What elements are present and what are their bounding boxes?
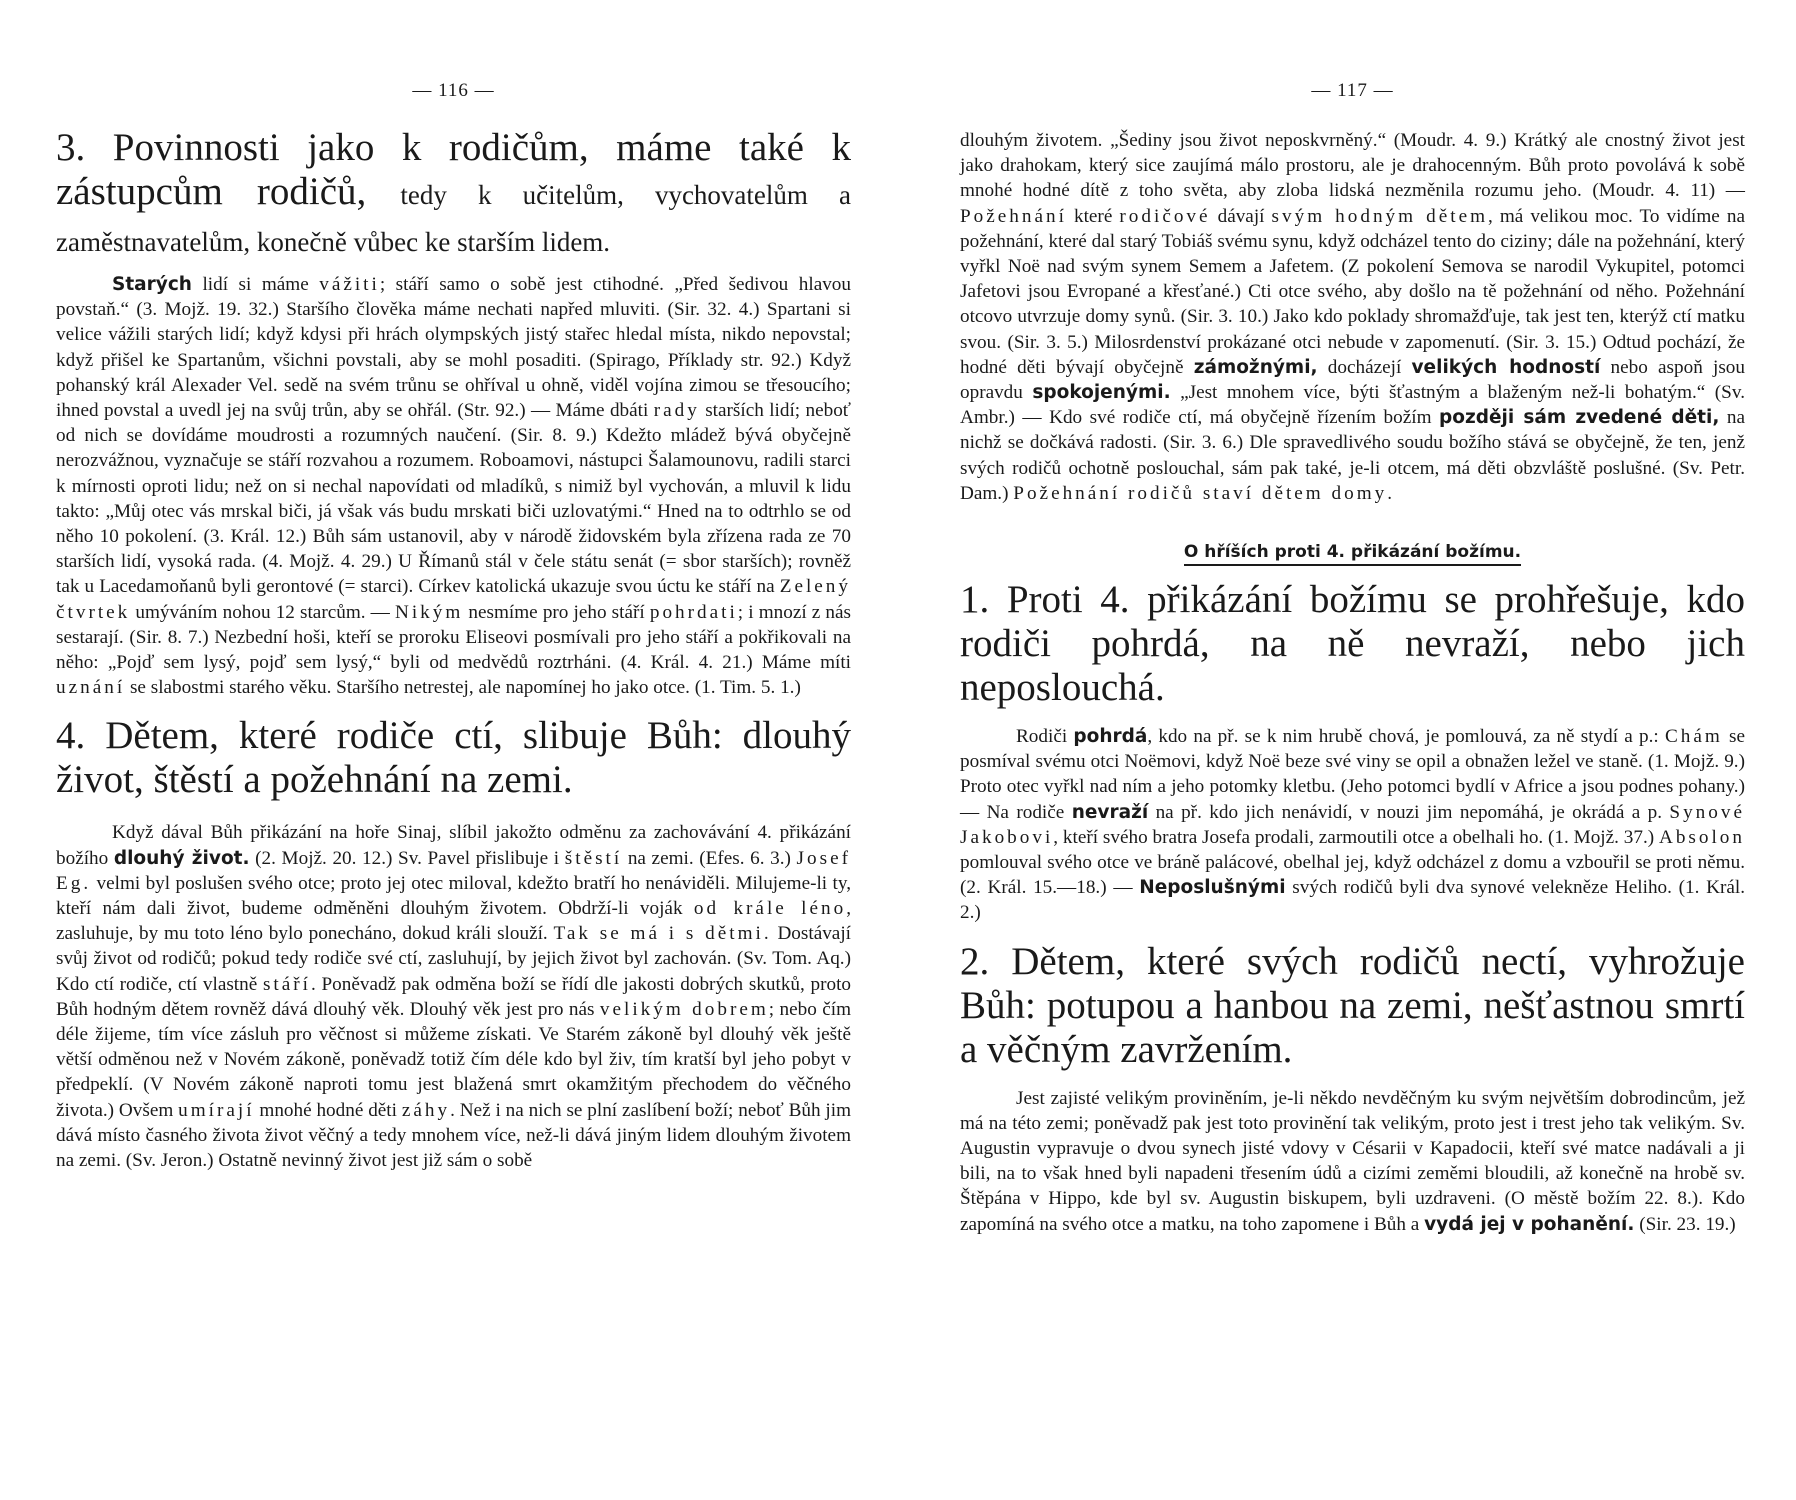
page-number: — 116 —: [412, 80, 495, 101]
text: starších lidí; neboť od nich se dovídáme moudrosti a rozumných naučení. (Sir. 8. 9.) Kdežto mládež bývá obyčejně nerozvážnou, vyznačuje se stáří rozvahou a rozumem. Roboamovi, nástupci Šalamounovu, radili starci k mírnosti oproti lidu; než on si nechal napovídati od mladíků, s nimiž byl vychován, a mluvil k lidu takto: „Můj otec vás mrskal biči, já však vás budu mrskati biči uzlovatými.“ Hned na to odtrhlo se od něho 10 pokolení. (3. Král. 12.) Bůh sám ustanovil, aby v národě židovském byla zřízena rada ze 70 starších lidí, vysoká rada. (4. Mojž. 4. 29.) U Římanů stál v čele státu senát (= sbor starších); rovněž tak u Lacedamoňanů byli gerontové (= starci). Církev katolická ukazuje svou úctu ke stáří na: [56, 400, 851, 598]
text: . Než i na nich se plní zaslíbení boží; neboť Bůh jim dává místo časného života život věčný a tedy mnohem více, než-li dává jiným lidem dlouhým životem na zemi. (Sv. Jeron.) Ostatně nevinný život jest již sám o sobě: [56, 1099, 851, 1172]
text: docházejí: [1317, 356, 1412, 378]
bold-term: Starých: [112, 274, 192, 295]
text: svých rodičů byli dva synové velekněze Heliho. (1. Král. 2.): [960, 877, 1745, 924]
text: .: [1387, 482, 1393, 504]
spaced-term: rodičové: [1119, 205, 1211, 227]
text: umýváním nohou 12 starcům. —: [130, 601, 395, 623]
bold-term: dlouhý život.: [113, 847, 250, 869]
paragraph: [960, 724, 1745, 926]
right-page: [960, 0, 1745, 1500]
text: lidí si máme: [191, 274, 320, 295]
spaced-term: pohrdati: [649, 601, 738, 623]
paragraph: [960, 1086, 1745, 1237]
bold-term: Neposlušnými: [1139, 877, 1286, 899]
spaced-term: umírají: [178, 1099, 255, 1121]
section-heading-1: 1. Proti 4. přikázání božímu se prohřešuje, kdo rodiči pohrdá, na ně nevraží, nebo jich neposlouchá.: [960, 578, 1745, 710]
text: na př. kdo jich nenávidí, v nouzi jim nepomáhá, je okrádá a p.: [1148, 801, 1670, 823]
spaced-term: uznání: [56, 677, 126, 699]
text: , má velikou moc. To vidíme na požehnání, které dal starý Tobiáš svému synu, když odcházel tento do ciziny; dále na požehnání, který vyřkl Noë nad svým synem Semem a Jafetem. (Z pokolení Semova se narodil Vykupitel, potomci Jafetovi jsou Evropané a křesťané.) Cti otce svého, aby došlo na tě požehnání od něho. Požehnání otcovo utvrzuje domy synů. (Sir. 3. 10.) Jako kdo poklady shromažďuje, tak jest ten, kterýž ctí matku svou. (Sir. 3. 5.) Milosrdenství prokázané otci nebude v zapomenutí. (Sir. 3. 15.) Odtud pochází, že hodné děti bývají obyčejně: [960, 205, 1745, 378]
text: dlouhým životem. „Šediny jsou život neposkvrněný.“ (Moudr. 4. 9.) Krátký ale cnostný život jest jako drahokam, který sice zaujímá málo prostoru, ale je drahocenným. Bůh proto povolává k sobě mnohé hodné dítě z toho světa, aby zloba lidská nezměnila rozumu jeho. (Moudr. 4. 11) —: [960, 130, 1745, 202]
spaced-term: Požehnání: [960, 205, 1067, 227]
spaced-term: záhy: [401, 1099, 451, 1121]
spaced-term: štěstí: [564, 847, 623, 869]
text: pomlouval svého otce ve bráně palácové, obelhal jej, když odcházel z domu a vzbouřil se proti němu. (2. Král. 15.—18.) —: [960, 852, 1745, 899]
bold-term: zámožnými,: [1193, 356, 1318, 378]
spaced-term: svým hodným dětem: [1271, 205, 1489, 227]
paragraph: [56, 272, 851, 700]
text: mnohé hodné děti: [254, 1099, 402, 1121]
bold-term: velikých hodností: [1411, 356, 1601, 378]
text: Dostávají svůj život od rodičů; pokud tedy rodiče své ctí, zasluhují, by jejich život byl zachován. (Sv. Tom. Aq.) Kdo ctí rodiče, ctí vlastně: [56, 923, 851, 995]
paragraph: [960, 128, 1745, 506]
bold-term: pohrdá: [1073, 726, 1148, 748]
heading-small-text: tedy k učitelům, vychovatelům a zaměstnavatelům, konečně vůbec ke starším lidem.: [56, 180, 852, 257]
page-number: — 117 —: [1311, 80, 1394, 101]
section-heading-4: 4. Dětem, které rodiče ctí, slibuje Bůh: dlouhý život, štěstí a požehnání na zemi.: [56, 714, 851, 802]
text: , zasluhuje, by mu toto léno bylo ponecháno, dokud králi slouží.: [56, 898, 851, 945]
paragraph: [56, 820, 851, 1173]
text: Rodiči: [1016, 726, 1074, 748]
right-column: [960, 128, 1745, 1237]
spaced-term: Zelený čtvrtek: [56, 576, 851, 623]
spaced-term: Tak se má i s dětmi.: [553, 923, 772, 945]
text: nebo aspoň jsou opravdu: [960, 356, 1745, 404]
text: (2. Mojž. 20. 12.) Sv. Pavel přislibuje i: [249, 847, 565, 869]
text: ; i mnozí z nás sestarají. (Sir. 8. 7.) Nezbední hoši, kteří se proroku Eliseovi posmívali pro jeho stáří a pokřikovali na něho: „Pojď sem lysý, pojď sem lysý,“ byli od medvědů roztrháni. (4. Král. 4. 21.) Máme míti: [56, 601, 852, 674]
text: nesmíme pro jeho stáří: [463, 601, 650, 623]
text: . Poněvadž pak odměna boží se řídí dle jakosti dobrých skutků, proto Bůh hodným dětem rovněž dává dlouhý věk. Dlouhý věk jest pro nás: [56, 973, 851, 1020]
bold-term: později sám zvedené děti,: [1439, 407, 1720, 429]
section-heading-2: 2. Dětem, které svých rodičů nectí, vyhrožuje Bůh: potupou a hanbou na zemi, nešťastnou smrtí a věčným zavržením.: [960, 939, 1745, 1071]
text: se slabostmi starého věku. Staršího netrestej, ale napomínej ho jako otce. (1. Tim. 5. 1.): [125, 677, 801, 699]
bold-term: spokojenými.: [1032, 382, 1171, 404]
text: „Jest mnohem více, býti šťastným a blaženým než-li bohatým.“ (Sv. Ambr.) — Kdo své rodiče ctí, má obyčejně řízením božím: [960, 382, 1745, 429]
text: Když dával Bůh přikázání na hoře Sinaj, slíbil jakožto odměnu za zachovávání 4. přikázání božího: [56, 822, 851, 869]
spaced-term: Absolon: [1658, 826, 1745, 848]
text: Jest zajisté velikým proviněním, je-li někdo nevděčným ku svým největším dobrodincům, jež má na této zemi; poněvadž pak jest toto provinění tak velikým, proto jest i trest jeho tak velikým. Sv. Augustin vypravuje o dvou synech jisté vdovy v Césarii v Kapadocii, kteří své matce nadávali a ji bili, na to však hned byli napadeni třesením údů a cizími zeměmi bloudili, až konečně na hrobě sv. Štěpána v Hippo, kde byl sv. Augustin biskupem, byli uzdraveni. (O městě božím 22. 8.). Kdo zapomíná na svého otce a matku, na toho zapomene i Bůh a: [960, 1087, 1745, 1235]
left-page: [56, 0, 851, 1500]
heading-large-text: 3. Povinnosti jako k rodičům, máme také k zástupcům rodičů,: [56, 126, 851, 213]
text: , kdo na př. se k nim hrubě chová, je pomlouvá, za ně stydí a p.:: [1147, 726, 1665, 748]
text: ; stáří samo o sobě jest ctihodné. „Před šedivou hlavou povstaň.“ (3. Mojž. 19. 32.) Staršího člověka máme nechati napřed mluviti. (Sir. 32. 4.) Spartani si velice vážili starých lidí; když kdysi při hrách olympských jistý stařec hledal místa, nikdo nepovstal; když přišel ke Spartanům, všichni povstali, aby se mohl posaditi. (Spirago, Příklady str. 92.) Když pohanský král Alexader Vel. sedě na svém trůnu se ohříval u ohně, viděl vojína zimou se třesoucího; ihned povstal a uvedl jej na svůj trůn, aby se ohřál. (Str. 92.) — Máme dbáti: [56, 274, 851, 422]
spaced-term: Požehnání rodičů staví dětem domy: [1013, 482, 1388, 504]
text: ; nebo čím déle žijeme, tím více zásluh pro věčnost si můžeme získati. Ve Starém zákoně byl dlouhý věk ještě větší odměnou než v Novém zákoně, poněvadž totiž čím déle kdo byl živ, tím kratší byl jeho pobyt v předpeklí. (V Novém zákoně naproti tomu jest blažená smrt okamžitým přechodem do věčného života.) Ovšem: [56, 998, 852, 1121]
spaced-term: Chám: [1664, 726, 1723, 748]
spaced-term: Josef Eg.: [56, 847, 851, 894]
bold-term: vydá jej v pohanění.: [1424, 1213, 1635, 1235]
spaced-term: od krále léno: [693, 898, 847, 920]
text: se posmíval svému otci Noëmovi, když Noë beze své viny se opil a obnažen ležel ve staně. (1. Mojž. 9.) Proto otec vyřkl nad ním a jeho potomky kletbu. (Jeho potomci bydlí v Africe a jsou podnes pohany.) — Na rodiče: [960, 726, 1745, 823]
subheading: [960, 542, 1745, 562]
text: na nichž se dočkává radosti. (Sir. 3. 6.) Dle spravedlivého soudu božího stává se obyčejně, že ten, jenž svých rodičů ochotně poslouchal, sám pak také, je-li otcem, má děti obzvláště poslušné. (Sv. Petr. Dam.): [960, 407, 1745, 504]
text: dávají: [1210, 205, 1272, 227]
spaced-term: rady: [653, 400, 700, 422]
text: , kteří svého bratra Josefa prodali, zarmoutili otce a obelhali ho. (1. Mojž. 37.): [1053, 826, 1659, 848]
text: na zemi. (Efes. 6. 3.): [622, 847, 797, 869]
text: které: [1066, 205, 1120, 227]
subheading-text: O hříších proti 4. přikázání božímu.: [1184, 542, 1521, 566]
bold-term: nevraží: [1071, 801, 1149, 823]
left-column: [56, 126, 851, 1173]
spaced-term: stáří: [262, 973, 311, 995]
spaced-term: Nikým: [394, 601, 464, 623]
text: velmi byl poslušen svého otce; proto jej otec miloval, kdežto bratří ho nenáviděli. Milujeme-li ty, kteří nám dali život, budeme odměněni dlouhým životem. Obdrží-li voják: [56, 872, 851, 920]
spaced-term: velikým dobrem: [599, 998, 769, 1020]
spaced-term: Synové Jakobovi: [960, 801, 1745, 848]
section-heading-3: [56, 126, 851, 264]
text: (Sir. 23. 19.): [1634, 1213, 1736, 1235]
spaced-term: vážiti: [319, 274, 380, 295]
